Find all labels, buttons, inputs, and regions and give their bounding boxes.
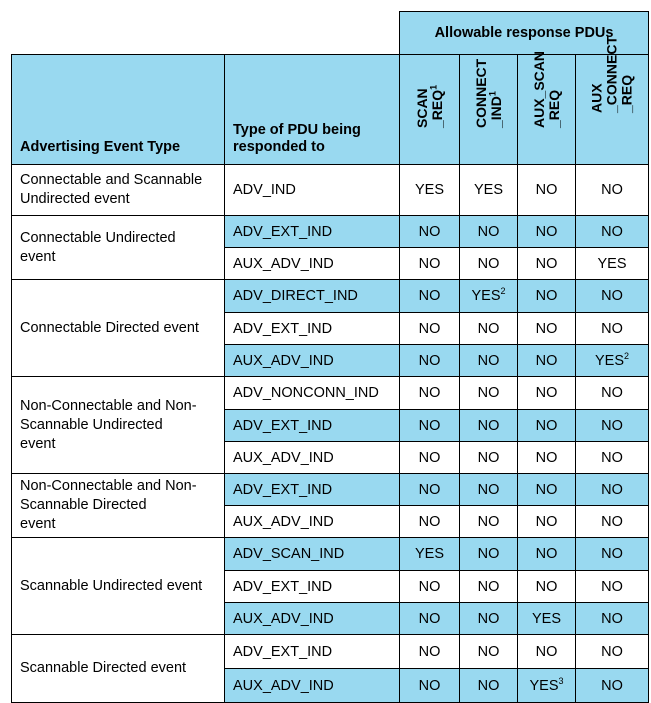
response-value: NO (418, 288, 441, 304)
response-value: NO (535, 320, 558, 337)
header-aux-scan-req-line1: AUX_SCAN (530, 50, 547, 128)
pdu-type-cell: AUX_ADV_IND (225, 345, 400, 377)
response-value: NO (418, 578, 441, 595)
pdu-type-cell: ADV_DIRECT_IND (225, 280, 400, 313)
response-value-cell (400, 313, 460, 345)
response-value-cell (400, 248, 460, 280)
response-value: NO (535, 481, 558, 498)
header-scan-req (400, 55, 460, 165)
response-value: NO (535, 643, 558, 660)
response-value-cell (400, 506, 460, 538)
table-row (12, 538, 649, 571)
response-footnote: 2 (624, 350, 630, 361)
response-value: NO (418, 352, 441, 369)
response-value: NO (601, 513, 623, 530)
response-value-cell (460, 377, 518, 410)
response-value-cell (460, 635, 518, 669)
response-value-cell (518, 280, 576, 313)
pdu-type-cell: AUX_ADV_IND (225, 669, 400, 703)
response-value: NO (477, 385, 500, 401)
response-value-cell (518, 313, 576, 345)
response-value-cell (460, 165, 518, 216)
response-value-cell (400, 280, 460, 313)
event-type-line: Non-Connectable and Non- (20, 397, 197, 414)
response-value-cell (518, 571, 576, 603)
pdu-type-cell: ADV_NONCONN_IND (225, 377, 400, 410)
response-value-cell (576, 216, 649, 248)
event-type-line: Undirected event (20, 191, 130, 207)
response-value: NO (418, 643, 441, 660)
event-type-line: event (20, 248, 56, 265)
response-value-cell (460, 248, 518, 280)
response-value-cell (576, 506, 649, 538)
response-value: NO (418, 223, 441, 240)
response-value-cell (400, 538, 460, 571)
response-value: NO (535, 255, 558, 272)
response-value-cell (518, 442, 576, 474)
pdu-type-cell: ADV_SCAN_IND (225, 538, 400, 571)
header-aux-connect-req-line2: _CONNECT (603, 35, 620, 113)
response-value: NO (477, 352, 500, 369)
response-value: NO (601, 546, 623, 562)
response-value: NO (418, 417, 441, 434)
event-type-cell (12, 635, 225, 703)
header-aux-connect-req-line1: AUX (588, 83, 605, 113)
response-value: NO (535, 352, 558, 369)
response-value: NO (418, 255, 441, 272)
header-connect-ind-line1: CONNECT (472, 58, 489, 128)
response-value: NO (418, 385, 441, 401)
response-value: NO (535, 288, 558, 304)
response-value: YES (597, 255, 627, 272)
response-value: NO (477, 255, 500, 272)
response-value-cell (518, 248, 576, 280)
event-type-line: Non-Connectable and Non- (20, 478, 197, 494)
response-value: NO (601, 288, 623, 304)
header-pdu-type (225, 55, 400, 165)
header-aux-connect-req (576, 35, 649, 165)
response-value-cell (576, 442, 649, 474)
table-row (12, 474, 649, 506)
response-value-cell (400, 571, 460, 603)
response-value: NO (477, 513, 500, 530)
response-value-cell (576, 410, 649, 442)
response-value-cell (518, 474, 576, 506)
response-value-cell (400, 377, 460, 410)
response-value-cell (518, 165, 576, 216)
response-value-cell (400, 165, 460, 216)
response-value: NO (601, 677, 623, 694)
response-value: NO (601, 223, 623, 240)
event-type-line: Scannable Undirected (20, 416, 163, 433)
response-value-cell (518, 635, 576, 669)
event-type-cell (12, 280, 225, 377)
response-value: NO (477, 546, 500, 562)
response-value-cell (460, 506, 518, 538)
response-value-cell (518, 216, 576, 248)
response-value-cell (400, 442, 460, 474)
table-row (12, 635, 649, 669)
response-value: YES (471, 288, 501, 304)
response-value-cell (576, 377, 649, 410)
event-type-line: Connectable Directed event (20, 319, 199, 336)
response-value: NO (535, 385, 558, 401)
header-pdu-type-line2: responded to (233, 139, 325, 155)
response-value-cell (576, 313, 649, 345)
table-row (12, 216, 649, 248)
response-value-cell (518, 669, 576, 703)
response-value: NO (535, 449, 558, 466)
response-value-cell (576, 571, 649, 603)
response-value-cell (460, 216, 518, 248)
response-value: NO (477, 449, 500, 466)
response-value: NO (535, 578, 558, 595)
response-value: NO (477, 223, 500, 240)
response-value-cell (460, 313, 518, 345)
pdu-type-cell: AUX_ADV_IND (225, 603, 400, 635)
response-value-cell (576, 538, 649, 571)
event-type-line: Connectable and Scannable (20, 172, 203, 188)
header-connect-ind-line2: _IND (487, 96, 504, 128)
response-value: NO (418, 449, 441, 466)
response-value: NO (601, 643, 623, 660)
response-value-cell (400, 216, 460, 248)
event-type-line: event (20, 516, 56, 532)
response-value: NO (601, 320, 623, 337)
header-event-type: Advertising Event Type (12, 55, 225, 165)
event-type-line: Connectable Undirected (20, 229, 176, 246)
response-value: NO (477, 643, 500, 660)
response-value: NO (477, 610, 500, 627)
response-value: YES (594, 352, 624, 369)
response-value: NO (535, 513, 558, 530)
pdu-type-cell: ADV_EXT_IND (225, 571, 400, 603)
response-value: NO (477, 677, 500, 694)
response-value-cell (576, 603, 649, 635)
response-value-cell (400, 474, 460, 506)
response-value: NO (601, 182, 623, 198)
response-value-cell (518, 345, 576, 377)
header-connect-ind-footnote: 1 (486, 91, 497, 97)
response-value-cell (518, 538, 576, 571)
response-footnote: 2 (500, 286, 506, 297)
response-value-cell (460, 410, 518, 442)
response-value: NO (601, 578, 623, 595)
response-value: NO (418, 481, 441, 498)
pdu-type-cell: ADV_EXT_IND (225, 410, 400, 442)
event-type-cell (12, 377, 225, 474)
response-value-cell (576, 635, 649, 669)
response-value-cell (576, 345, 649, 377)
event-type-line: Scannable Directed event (20, 660, 187, 676)
event-type-line: event (20, 435, 56, 452)
event-type-cell (12, 474, 225, 538)
response-value-cell (576, 669, 649, 703)
response-value-cell (518, 603, 576, 635)
response-value: NO (601, 610, 623, 627)
response-value-cell (400, 669, 460, 703)
response-value-cell (400, 603, 460, 635)
response-value: NO (535, 546, 558, 562)
pdu-type-cell: AUX_ADV_IND (225, 442, 400, 474)
pdu-type-cell: ADV_EXT_IND (225, 313, 400, 345)
event-type-cell (12, 216, 225, 280)
response-value: NO (477, 320, 500, 337)
response-value: YES (529, 677, 559, 694)
response-value-cell (460, 442, 518, 474)
response-value-cell (518, 410, 576, 442)
response-value: YES (473, 182, 503, 198)
table-row (12, 377, 649, 410)
event-type-cell (12, 538, 225, 635)
response-value: YES (414, 546, 444, 562)
pdu-type-cell: ADV_EXT_IND (225, 635, 400, 669)
response-value: NO (418, 610, 441, 627)
pdu-type-cell: AUX_ADV_IND (225, 248, 400, 280)
pdu-type-cell: ADV_IND (225, 165, 400, 216)
response-value: NO (601, 385, 623, 401)
response-value: NO (601, 481, 623, 498)
response-value-cell (460, 280, 518, 313)
response-value-cell (576, 248, 649, 280)
response-value-cell (460, 345, 518, 377)
response-value-cell (460, 538, 518, 571)
response-value: NO (535, 417, 558, 434)
response-value-cell (576, 165, 649, 216)
header-scan-req-footnote: 1 (427, 84, 438, 90)
response-value: NO (601, 449, 623, 466)
response-value: YES (531, 610, 561, 627)
event-type-line: Scannable Directed (20, 497, 147, 513)
response-value: NO (477, 481, 500, 498)
response-value: YES (414, 182, 444, 198)
response-value-cell (576, 474, 649, 506)
response-value: NO (477, 417, 500, 434)
pdu-type-cell: ADV_EXT_IND (225, 474, 400, 506)
response-value: NO (535, 182, 558, 198)
response-value-cell (518, 506, 576, 538)
event-type-line: Scannable Undirected event (20, 577, 203, 594)
response-value: NO (535, 223, 558, 240)
response-value: NO (418, 513, 441, 530)
response-value-cell (460, 669, 518, 703)
pdu-type-cell: ADV_EXT_IND (225, 216, 400, 248)
event-type-cell (12, 165, 225, 216)
response-value: NO (418, 677, 441, 694)
header-aux-scan-req (518, 50, 576, 165)
response-value-cell (460, 603, 518, 635)
response-value: NO (418, 320, 441, 337)
header-scan-req-line2: _REQ (428, 89, 445, 128)
response-value-cell (400, 345, 460, 377)
response-value-cell (460, 474, 518, 506)
response-value: NO (477, 578, 500, 595)
header-pdu-type-line1: Type of PDU being (233, 122, 361, 138)
response-value-cell (576, 280, 649, 313)
response-value-cell (518, 377, 576, 410)
header-aux-connect-req-line3: _REQ (618, 74, 635, 113)
response-value-cell (460, 571, 518, 603)
table-row (12, 165, 649, 216)
response-value-cell (400, 635, 460, 669)
pdu-type-cell: AUX_ADV_IND (225, 506, 400, 538)
header-connect-ind (460, 55, 518, 165)
response-value: NO (601, 417, 623, 434)
header-scan-req-line1: SCAN (413, 88, 430, 128)
response-footnote: 3 (558, 675, 564, 686)
header-blank-corner (12, 12, 400, 55)
header-aux-scan-req-line2: _REQ (545, 89, 562, 128)
header-allowable-response: Allowable response PDUs (400, 12, 649, 55)
table-body (12, 165, 649, 703)
table-row (12, 280, 649, 313)
allowable-response-table (11, 11, 649, 703)
response-value-cell (400, 410, 460, 442)
